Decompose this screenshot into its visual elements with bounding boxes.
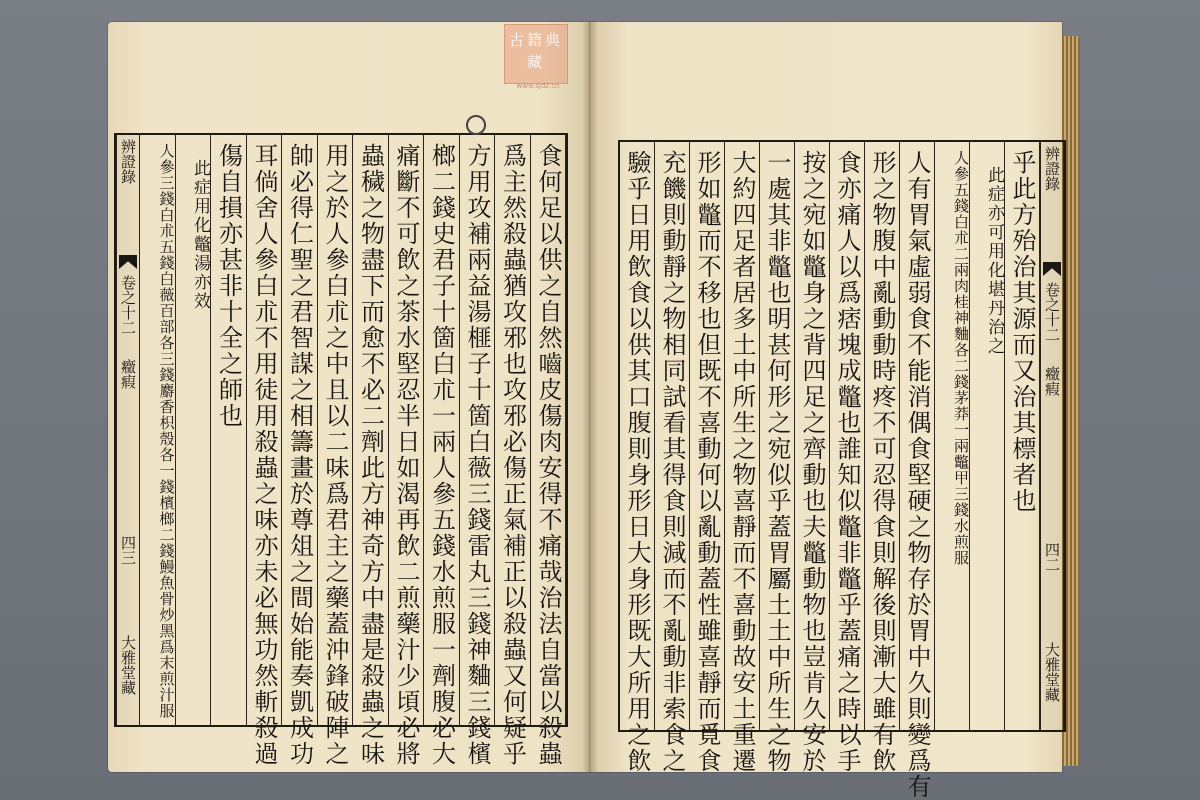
main-text: 食何足以供之自然嚙皮傷肉安得不痛哉治法自當以殺蟲 xyxy=(534,143,562,767)
main-text: 方用攻補兩益湯榧子十箇白薇三錢雷丸三錢神麯三錢檳 xyxy=(463,143,491,767)
text-column xyxy=(900,142,935,800)
margin-header: 辨證錄 xyxy=(1043,146,1061,191)
main-text: 耳倘舍人參白朮不用徒用殺蟲之味亦未必無功然斬殺過 xyxy=(250,143,278,767)
section-label: 癥瘕 xyxy=(119,359,137,389)
text-column xyxy=(865,142,900,774)
library-seal xyxy=(504,24,568,84)
main-text: 傷自損亦甚非十全之師也 xyxy=(214,143,243,429)
binding-hole xyxy=(466,115,486,135)
annotation-text: 此症亦可用化堪丹治之 xyxy=(984,166,1004,356)
text-column xyxy=(424,135,460,767)
volume-label: 卷之十二 xyxy=(119,275,137,335)
main-text: 帥必得仁聖之君智謀之相籌畫於尊俎之間始能奏凱成功 xyxy=(285,143,314,767)
fishtail-mark xyxy=(1043,262,1061,276)
text-column xyxy=(389,135,425,767)
text-column xyxy=(282,135,318,767)
text-column xyxy=(760,142,795,774)
text-column xyxy=(655,142,690,774)
prescription-text: 人參五錢白朮二兩肉桂神麯各二錢茅莽一兩鼈甲三錢水煎服 xyxy=(952,150,970,566)
section-label: 癥瘕 xyxy=(1043,366,1061,396)
text-column xyxy=(318,135,354,767)
main-text: 痛斷不可飲之茶水堅忍半日如渴再飲二煎藥汁少頃必將 xyxy=(392,143,420,767)
main-text: 爲主然殺蟲猶攻邪也攻邪必傷正氣補正以殺蟲又何疑乎 xyxy=(498,143,527,767)
main-text: 驗乎日用飲食以供其口腹則身形日大身形既大所用之飲 xyxy=(623,150,651,774)
seal-text: 古籍典藏 xyxy=(508,31,563,71)
seal-caption: www.sjdz.cn xyxy=(516,82,560,90)
text-column xyxy=(353,135,389,767)
right-text-frame xyxy=(618,140,1066,800)
text-column xyxy=(690,142,725,774)
main-text: 蟲穢之物盡下而愈不必二劑此方神奇方中盡是殺蟲之味 xyxy=(356,143,385,767)
text-column xyxy=(247,135,283,767)
text-column xyxy=(795,142,830,774)
text-column xyxy=(495,135,531,767)
prescription-text: 人參三錢白朮五錢白薇百部各三錢麝香枳殼各一錢檳榔二錢鰻魚骨炒黑爲末煎汁服 xyxy=(157,143,176,719)
margin-header: 辨證錄 xyxy=(119,139,137,184)
volume-label: 卷之十二 xyxy=(1043,282,1061,342)
banxin-strip xyxy=(116,135,140,725)
text-column xyxy=(140,135,176,725)
main-text: 大約四足者居多土中所生之物喜靜而不喜動故安土重遷 xyxy=(728,150,756,774)
main-text: 食亦痛人以爲痞塊成鼈也誰知似鼈非鼈乎蓋痛之時以手 xyxy=(833,150,861,774)
main-text: 充饑則動靜之物相同試看其得食則減而不亂動非索食之 xyxy=(658,150,686,774)
main-text: 用之於人參白朮之中且以二味爲君主之藥蓋沖鋒破陣之 xyxy=(321,143,349,767)
text-column xyxy=(176,135,212,725)
main-text: 乎此方殆治其源而又治其標者也 xyxy=(1008,150,1036,514)
text-column xyxy=(1005,142,1040,730)
main-text: 形如鼈而不移也但既不喜動何以亂動蓋性雖喜靜而覓食 xyxy=(693,150,721,774)
text-column xyxy=(970,142,1005,730)
fishtail-mark xyxy=(119,255,137,269)
main-text: 人有胃氣虛弱食不能消偶食堅硬之物存於胃中久則變爲有 xyxy=(903,150,931,800)
gutter-shadow xyxy=(582,22,598,772)
annotation-text: 此症用化鼈湯亦效 xyxy=(190,159,210,311)
page-number: 四三 xyxy=(119,535,137,565)
text-column xyxy=(211,135,247,725)
main-text: 一處其非鼈也明甚何形之宛似乎蓋胃屬土土中所生之物 xyxy=(763,150,791,774)
text-column xyxy=(620,142,655,774)
text-column xyxy=(830,142,865,774)
left-text-frame xyxy=(114,133,568,767)
page-number: 四二 xyxy=(1043,542,1061,572)
main-text: 形之物腹中亂動動時疼不可忍得食則解後則漸大雖有飲 xyxy=(868,150,896,774)
main-text: 榔二錢史君子十箇白朮一兩人參五錢水煎服一劑腹必大 xyxy=(427,143,456,767)
publisher-mark: 大雅堂藏 xyxy=(1043,642,1061,702)
text-column xyxy=(725,142,760,774)
publisher-mark: 大雅堂藏 xyxy=(119,635,137,695)
banxin-strip xyxy=(1040,142,1064,730)
main-text: 按之宛如鼈身之背四足之齊動也夫鼈動物也豈肯久安於 xyxy=(798,150,826,774)
text-column xyxy=(531,135,567,767)
text-column xyxy=(935,142,970,730)
text-column xyxy=(460,135,496,767)
